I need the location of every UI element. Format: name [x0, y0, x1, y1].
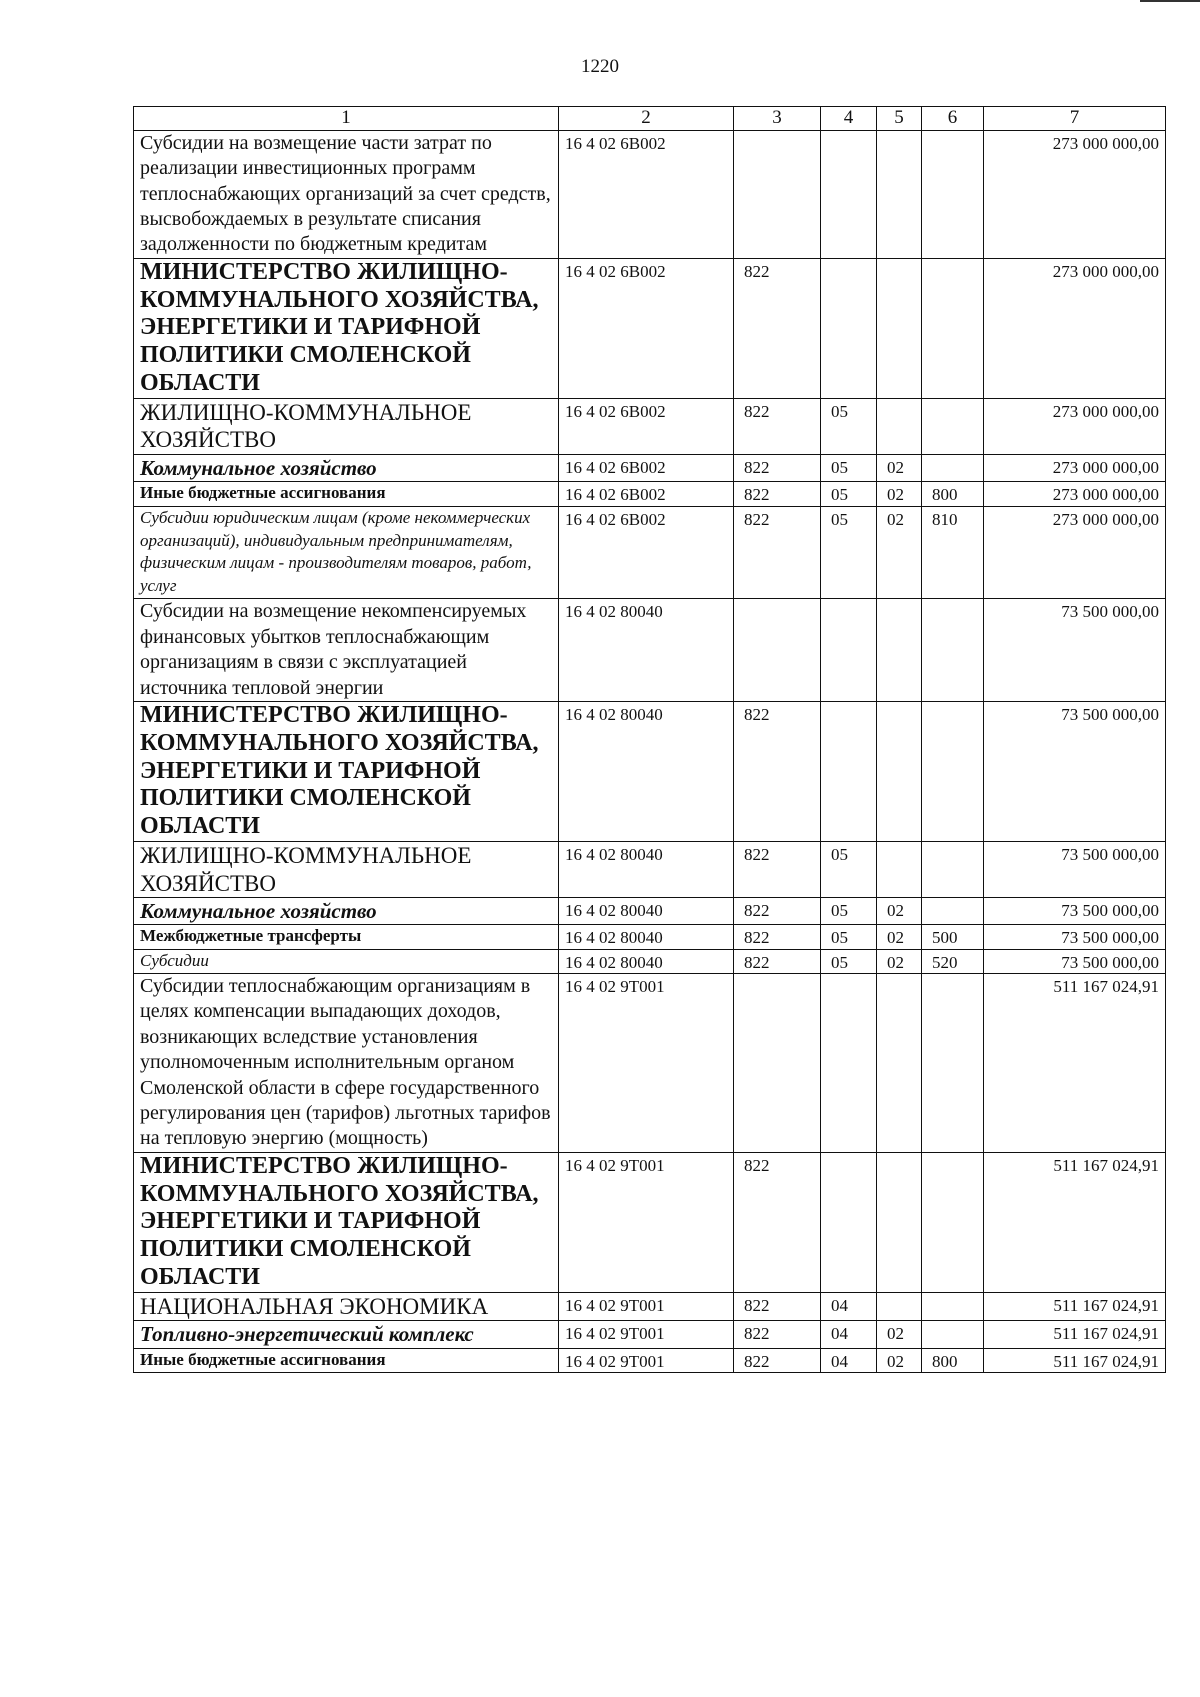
ministry-code	[734, 130, 821, 258]
target-article-code: 16 4 02 6В002	[559, 455, 734, 482]
table-header-row	[134, 107, 1166, 131]
subsection-code	[877, 973, 922, 1152]
row-name: ЖИЛИЩНО-КОММУНАЛЬНОЕ ХОЗЯЙСТВО	[134, 842, 559, 898]
target-article-code: 16 4 02 80040	[559, 599, 734, 702]
expense-type-code	[922, 898, 984, 925]
row-name: Субсидии	[134, 949, 559, 973]
table-row	[134, 1321, 1166, 1348]
amount: 273 000 000,00	[984, 398, 1166, 454]
ministry-code: 822	[734, 506, 821, 599]
header-col-7: 7	[984, 107, 1166, 131]
expense-type-code	[922, 842, 984, 898]
table-row	[134, 482, 1166, 506]
header-col-3: 3	[734, 107, 821, 131]
row-name: Субсидии юридическим лицам (кроме некоммерческих организаций), индивидуальным предпринимателям, физическим лицам - производителям товаров, работ, услуг	[134, 506, 559, 599]
expense-type-code: 800	[922, 482, 984, 506]
ministry-code: 822	[734, 398, 821, 454]
table-row	[134, 1152, 1166, 1292]
target-article-code: 16 4 02 80040	[559, 949, 734, 973]
subsection-code: 02	[877, 455, 922, 482]
amount: 511 167 024,91	[984, 1321, 1166, 1348]
ministry-code: 822	[734, 898, 821, 925]
expense-type-code	[922, 599, 984, 702]
table-row	[134, 842, 1166, 898]
ministry-code: 822	[734, 925, 821, 949]
ministry-code	[734, 599, 821, 702]
target-article-code: 16 4 02 6В002	[559, 506, 734, 599]
ministry-code: 822	[734, 842, 821, 898]
row-name: ЖИЛИЩНО-КОММУНАЛЬНОЕ ХОЗЯЙСТВО	[134, 398, 559, 454]
header-col-6: 6	[922, 107, 984, 131]
page-number: 1220	[581, 56, 619, 77]
amount: 273 000 000,00	[984, 130, 1166, 258]
ministry-code: 822	[734, 701, 821, 841]
table-row	[134, 258, 1166, 398]
amount: 73 500 000,00	[984, 925, 1166, 949]
ministry-code: 822	[734, 1152, 821, 1292]
expense-type-code	[922, 398, 984, 454]
amount: 73 500 000,00	[984, 701, 1166, 841]
amount: 273 000 000,00	[984, 455, 1166, 482]
target-article-code: 16 4 02 6В002	[559, 130, 734, 258]
scan-edge-line	[1140, 0, 1200, 2]
amount: 73 500 000,00	[984, 599, 1166, 702]
table-row	[134, 599, 1166, 702]
subsection-code: 02	[877, 1321, 922, 1348]
section-code	[821, 130, 877, 258]
table-row	[134, 455, 1166, 482]
table-row	[134, 1292, 1166, 1321]
amount: 73 500 000,00	[984, 842, 1166, 898]
section-code: 04	[821, 1348, 877, 1372]
row-name: МИНИСТЕРСТВО ЖИЛИЩНО-КОММУНАЛЬНОГО ХОЗЯЙСТВА, ЭНЕРГЕТИКИ И ТАРИФНОЙ ПОЛИТИКИ СМОЛЕНСКОЙ ОБЛАСТИ	[134, 701, 559, 841]
amount: 511 167 024,91	[984, 1152, 1166, 1292]
section-code: 05	[821, 949, 877, 973]
subsection-code	[877, 398, 922, 454]
header-col-4: 4	[821, 107, 877, 131]
row-name: Субсидии на возмещение части затрат по реализации инвестиционных программ теплоснабжающих организаций за счет средств, высвобождаемых в результате списания задолженности по бюджетным кредитам	[134, 130, 559, 258]
budget-table	[133, 106, 1166, 1373]
amount: 273 000 000,00	[984, 482, 1166, 506]
ministry-code: 822	[734, 455, 821, 482]
section-code	[821, 701, 877, 841]
row-name: Коммунальное хозяйство	[134, 898, 559, 925]
subsection-code	[877, 701, 922, 841]
header-col-5: 5	[877, 107, 922, 131]
amount: 73 500 000,00	[984, 898, 1166, 925]
section-code: 05	[821, 506, 877, 599]
target-article-code: 16 4 02 9Т001	[559, 1152, 734, 1292]
subsection-code	[877, 258, 922, 398]
row-name: МИНИСТЕРСТВО ЖИЛИЩНО-КОММУНАЛЬНОГО ХОЗЯЙСТВА, ЭНЕРГЕТИКИ И ТАРИФНОЙ ПОЛИТИКИ СМОЛЕНСКОЙ ОБЛАСТИ	[134, 1152, 559, 1292]
expense-type-code	[922, 1292, 984, 1321]
table-body	[134, 130, 1166, 1372]
amount: 511 167 024,91	[984, 973, 1166, 1152]
section-code	[821, 599, 877, 702]
row-name: Субсидии на возмещение некомпенсируемых финансовых убытков теплоснабжающим организациям в связи с эксплуатацией источника тепловой энергии	[134, 599, 559, 702]
target-article-code: 16 4 02 6В002	[559, 398, 734, 454]
subsection-code: 02	[877, 898, 922, 925]
row-name: Субсидии теплоснабжающим организациям в целях компенсации выпадающих доходов, возникающих вследствие установления уполномоченным исполнительным органом Смоленской области в сфере государственного регулирования цен (тарифов) льготных тарифов на тепловую энергию (мощность)	[134, 973, 559, 1152]
subsection-code: 02	[877, 949, 922, 973]
row-name: НАЦИОНАЛЬНАЯ ЭКОНОМИКА	[134, 1292, 559, 1321]
section-code: 05	[821, 925, 877, 949]
table-row	[134, 130, 1166, 258]
section-code: 05	[821, 398, 877, 454]
row-name: Топливно-энергетический комплекс	[134, 1321, 559, 1348]
expense-type-code: 810	[922, 506, 984, 599]
ministry-code: 822	[734, 258, 821, 398]
section-code: 04	[821, 1321, 877, 1348]
row-name: Коммунальное хозяйство	[134, 455, 559, 482]
table-row	[134, 701, 1166, 841]
table-row	[134, 973, 1166, 1152]
row-name: Межбюджетные трансферты	[134, 925, 559, 949]
table-row	[134, 398, 1166, 454]
row-name: Иные бюджетные ассигнования	[134, 482, 559, 506]
target-article-code: 16 4 02 80040	[559, 898, 734, 925]
target-article-code: 16 4 02 9Т001	[559, 1292, 734, 1321]
expense-type-code	[922, 258, 984, 398]
expense-type-code	[922, 973, 984, 1152]
ministry-code: 822	[734, 1321, 821, 1348]
section-code	[821, 1152, 877, 1292]
ministry-code: 822	[734, 1348, 821, 1372]
row-name: МИНИСТЕРСТВО ЖИЛИЩНО-КОММУНАЛЬНОГО ХОЗЯЙСТВА, ЭНЕРГЕТИКИ И ТАРИФНОЙ ПОЛИТИКИ СМОЛЕНСКОЙ ОБЛАСТИ	[134, 258, 559, 398]
target-article-code: 16 4 02 9Т001	[559, 1321, 734, 1348]
amount: 511 167 024,91	[984, 1292, 1166, 1321]
ministry-code: 822	[734, 1292, 821, 1321]
row-name: Иные бюджетные ассигнования	[134, 1348, 559, 1372]
table-row	[134, 898, 1166, 925]
section-code: 05	[821, 842, 877, 898]
expense-type-code: 500	[922, 925, 984, 949]
table-row	[134, 1348, 1166, 1372]
amount: 73 500 000,00	[984, 949, 1166, 973]
expense-type-code: 800	[922, 1348, 984, 1372]
target-article-code: 16 4 02 80040	[559, 925, 734, 949]
target-article-code: 16 4 02 6В002	[559, 482, 734, 506]
ministry-code	[734, 973, 821, 1152]
subsection-code	[877, 599, 922, 702]
subsection-code: 02	[877, 482, 922, 506]
expense-type-code	[922, 1152, 984, 1292]
section-code: 04	[821, 1292, 877, 1321]
subsection-code: 02	[877, 506, 922, 599]
section-code: 05	[821, 482, 877, 506]
header-col-2: 2	[559, 107, 734, 131]
target-article-code: 16 4 02 80040	[559, 701, 734, 841]
table-row	[134, 925, 1166, 949]
expense-type-code	[922, 130, 984, 258]
header-col-1: 1	[134, 107, 559, 131]
amount: 511 167 024,91	[984, 1348, 1166, 1372]
amount: 273 000 000,00	[984, 258, 1166, 398]
table-row	[134, 506, 1166, 599]
section-code: 05	[821, 455, 877, 482]
target-article-code: 16 4 02 9Т001	[559, 1348, 734, 1372]
section-code	[821, 258, 877, 398]
subsection-code: 02	[877, 925, 922, 949]
target-article-code: 16 4 02 80040	[559, 842, 734, 898]
subsection-code	[877, 842, 922, 898]
ministry-code: 822	[734, 949, 821, 973]
expense-type-code: 520	[922, 949, 984, 973]
subsection-code	[877, 130, 922, 258]
subsection-code	[877, 1152, 922, 1292]
ministry-code: 822	[734, 482, 821, 506]
section-code: 05	[821, 898, 877, 925]
expense-type-code	[922, 1321, 984, 1348]
target-article-code: 16 4 02 6В002	[559, 258, 734, 398]
subsection-code: 02	[877, 1348, 922, 1372]
amount: 273 000 000,00	[984, 506, 1166, 599]
target-article-code: 16 4 02 9Т001	[559, 973, 734, 1152]
expense-type-code	[922, 455, 984, 482]
expense-type-code	[922, 701, 984, 841]
section-code	[821, 973, 877, 1152]
subsection-code	[877, 1292, 922, 1321]
table-row	[134, 949, 1166, 973]
